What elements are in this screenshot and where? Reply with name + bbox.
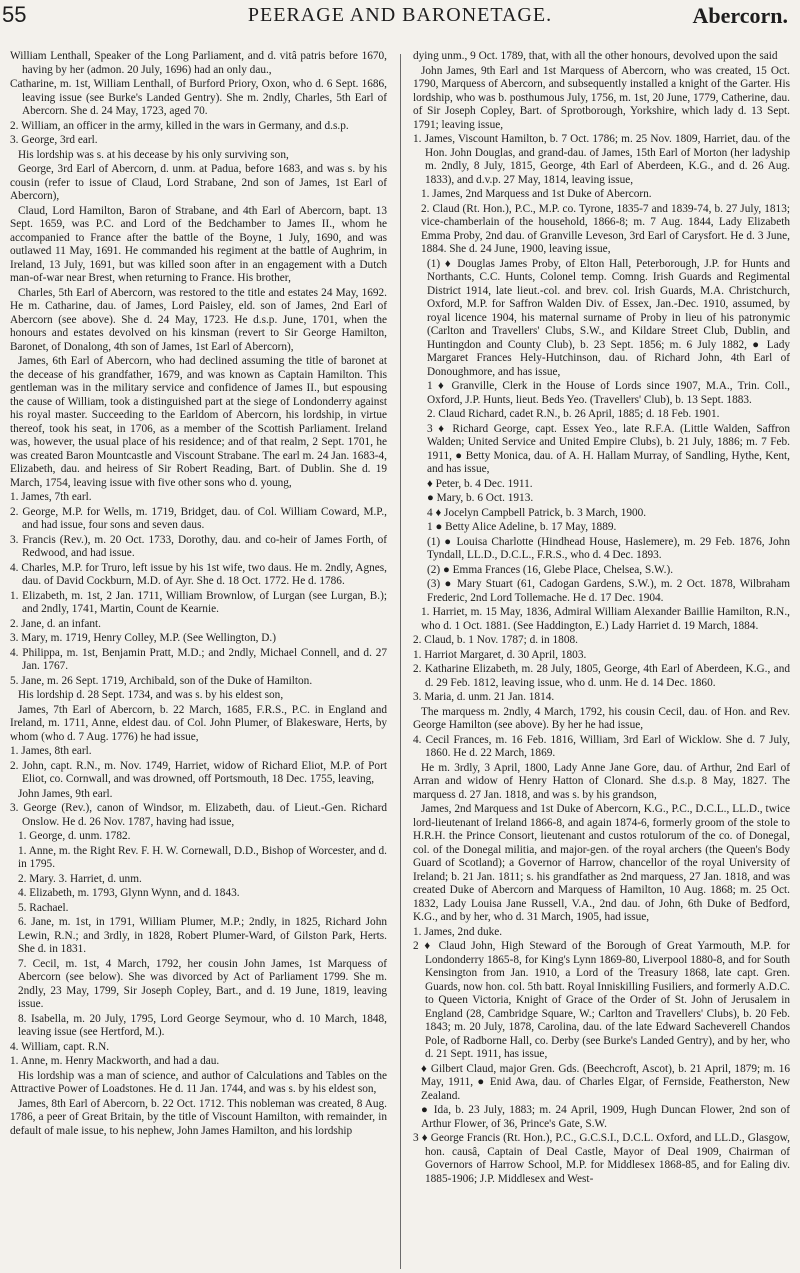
right-column xyxy=(413,50,790,1268)
entry-paragraph: 2. Mary. 3. Harriet, d. unm. xyxy=(18,872,142,885)
entry-paragraph: 5. Rachael. xyxy=(18,901,69,914)
running-title: PEERAGE AND BARONETAGE. xyxy=(247,4,553,26)
entry-paragraph: Claud, Lord Hamilton, Baron of Strabane, and 4th Earl of Abercorn, bapt. 13 Sept. 1659, was P.C. and Lord of the Bedchamber to James II., whom he accompanied to France after the battle of the Boyne, 1 July, 1690, and was outlawed 11 May, 1691. He commanded his regiment at the battle of Aughrim, in Ireland, 13 July, 1691, but was killed soon after in an engagement with a Dutch man-of-war near Brest, when returning to France. His brother, xyxy=(10,204,387,284)
entry-paragraph: His lordship was s. at his decease by his only surviving son, xyxy=(18,148,289,161)
entry-paragraph: William Lenthall, Speaker of the Long Parliament, and d. vitâ patris before 1670, having by her (admon. 20 July, 1696) had an only dau., xyxy=(10,50,387,76)
entry-paragraph: 1. Harriot Margaret, d. 30 April, 1803. xyxy=(413,648,587,661)
entry-paragraph: 1. Elizabeth, m. 1st, 2 Jan. 1711, William Brownlow, of Lurgan (see Lurgan, B.); and 2ndly, 1741, Martin, Count de Kearnie. xyxy=(10,589,387,615)
column-divider xyxy=(400,54,401,1269)
entry-paragraph: 4. Elizabeth, m. 1793, Glynn Wynn, and d. 1843. xyxy=(18,887,240,899)
entry-paragraph: 1. James, Viscount Hamilton, b. 7 Oct. 1786; m. 25 Nov. 1809, Harriet, dau. of the Hon. John Douglas, and grand-dau. of James, 15th Earl of Morton (her ladyship m. 2ndly, 8 July, 1815, George, 4th Earl of Aberdeen, K.G., and d. 26 Aug. 1833), and d.v.p. 27 May, 1814, leaving issue, xyxy=(413,133,790,186)
left-column xyxy=(10,50,387,1268)
entry-paragraph: 2. Claud, b. 1 Nov. 1787; d. in 1808. xyxy=(413,634,578,646)
entry-paragraph: 2. Katharine Elizabeth, m. 28 July, 1805, George, 4th Earl of Aberdeen, K.G., and d. 29 Feb. 1812, leaving issue, who d. unm. He d. 14 Dec. 1860. xyxy=(413,663,790,689)
entry-paragraph: 1. Harriet, m. 15 May, 1836, Admiral William Alexander Baillie Hamilton, R.N., who d. 1 Oct. 1881. (See Haddington, E.) Lady Harriet d. 19 March, 1884. xyxy=(421,606,790,632)
entry-paragraph: 4. William, capt. R.N. xyxy=(10,1040,110,1053)
entry-paragraph: 2. William, an officer in the army, killed in the wars in Germany, and d.s.p. xyxy=(10,119,349,132)
entry-paragraph: 2 ♦ Claud John, High Steward of the Borough of Great Yarmouth, M.P. for Londonderry 1865-8, for King's Lynn 1869-80, Liverpool 1880-8, and for South Kensington from Jan. 1910, a Lord of the Treasury 1868, late capt. Gren. Guards, now hon. col. 5th batt. Royal Inniskilling Fusiliers, and formerly A.D.C. to Queen Victoria, Knight of Grace of the Order of St. John of Jerusalem in England (28, Cambridge Square, W.; Carlton and Travellers' Clubs), b. 20 Feb. 1843; m. 20 July, 1878, Carolina, dau. of the late Edward Sacheverell Chandos Pole, of Radborne Hall, co. Derby (see Burke's Landed Gentry), and by her, who d. 21 Sept. 1911, has issue, xyxy=(413,940,790,1060)
entry-paragraph: 4. Philippa, m. 1st, Benjamin Pratt, M.D.; and 2ndly, Michael Connell, and d. 27 Jan. 1767. xyxy=(10,646,387,672)
entry-paragraph: 2. Jane, d. an infant. xyxy=(10,617,101,630)
entry-paragraph: 3 ♦ George Francis (Rt. Hon.), P.C., G.C.S.I., D.C.L. Oxford, and LL.D., Glasgow, hon. causâ, Captain of Deal Castle, Mayor of Deal 1909, Chairman of Governors of Harrow School, M.P. for Middlesex 1868-85, and for Ealing div. 1885-1906; J.P. Middlesex and West- xyxy=(413,1132,790,1185)
entry-paragraph: James, 7th Earl of Abercorn, b. 22 March, 1685, F.R.S., P.C. in England and Ireland, m. 1711, Anne, eldest dau. of Col. John Plumer, of Blakesware, Herts, by whom (who d. 7 Aug. 1776) he had issue, xyxy=(10,703,387,743)
entry-paragraph: ♦ Peter, b. 4 Dec. 1911. xyxy=(427,477,533,490)
section-name: Abercorn. xyxy=(692,3,788,28)
entry-paragraph: 5. Jane, m. 26 Sept. 1719, Archibald, son of the Duke of Hamilton. xyxy=(10,674,313,687)
entry-paragraph: 1 ● Betty Alice Adeline, b. 17 May, 1889. xyxy=(427,521,617,533)
entry-paragraph: 1. James, 8th earl. xyxy=(10,745,92,757)
entry-paragraph: 4. Cecil Frances, m. 16 Feb. 1816, William, 3rd Earl of Wicklow. She d. 7 July, 1860. He d. 22 March, 1869. xyxy=(413,733,790,759)
entry-paragraph: John James, 9th earl. xyxy=(18,787,113,800)
entry-paragraph: 2. Claud (Rt. Hon.), P.C., M.P. co. Tyrone, 1835-7 and 1839-74, b. 27 July, 1813; vice-chamberlain of the household, 1866-8; m. 7 Aug. 1844, Lady Elizabeth Emma Proby, 2nd dau. of Granville Leveson, 3rd Earl of Carysfort. He d. 3 June, 1884. She d. 24 June, 1900, leaving issue, xyxy=(421,202,790,255)
entry-paragraph: George, 3rd Earl of Abercorn, d. unm. at Padua, before 1683, and was s. by his cousin (refer to issue of Claud, Lord Strabane, 2nd son of James, 1st Earl of Abercorn), xyxy=(10,163,387,202)
entry-paragraph: 1. Anne, m. Henry Mackworth, and had a dau. xyxy=(10,1055,220,1067)
entry-paragraph: (1) ♦ Douglas James Proby, of Elton Hall, Peterborough, J.P. for Hunts and Northants, C.C. Hunts, Colonel temp. Comng. Irish Guards and Regimental District 1914, late lieut.-col. and brev. col. Irish Guards, M.A. Christchurch, Oxford, M.P. for Saffron Walden Div. of Essex, Jan.-Dec. 1910, assumed, by royal licence 1904, his maternal surname of Proby in lieu of his patronymic (Carlton and Travellers' Clubs, S.W., and Kildare Street Club, Dublin, and Huntingdon and County Club), b. 23 Sept. 1856; m. 6 July 1882, ● Lady Margaret Frances Hely-Hutchinson, dau. of Richard John, 4th Earl of Donoughmore, and has issue, xyxy=(427,257,790,378)
entry-paragraph: 3 ♦ Richard George, capt. Essex Yeo., late R.F.A. (Little Walden, Saffron Walden; United Service and United Empire Clubs), b. 21 July, 1886; m. 7 Feb. 1911, ● Betty Monica, dau. of A. H. Hallam Murray, of Sandling, Hythe, Kent, and has issue, xyxy=(427,422,790,475)
entry-paragraph: James, 6th Earl of Abercorn, who had declined assuming the title of baronet at the decease of his grandfather, 1679, and was known as Captain Hamilton. This gentleman was in the military service and confidence of James II., but espousing the cause of William, took a distinguished part at the siege of Londonderry against his royal master. Succeeding to the Earldom of Abercorn, his lordship, in virtue thereof, took his seat, in 1706, as a member of the Scottish Parliament. Ireland was, however, the usual place of his residence; and of that realm, 2 Sept. 1701, he was created Baron Mountcastle and Viscount Strabane. The earl m. 24 Jan. 1683-4, Elizabeth, dau. and heiress of Sir Robert Reading, Bart. of Dublin. She d. 19 March, 1754, leaving issue with five other sons who d. young, xyxy=(10,355,387,489)
page-number: 55 xyxy=(2,2,27,27)
entry-paragraph: ♦ Gilbert Claud, major Gren. Gds. (Beechcroft, Ascot), b. 21 April, 1879; m. 16 May, 1911, ● Enid Awa, dau. of Charles Elgar, of Fernside, Featherston, New Zealand. xyxy=(421,1062,790,1102)
entry-paragraph: 1. Anne, m. the Right Rev. F. H. W. Cornewall, D.D., Bishop of Worcester, and d. in 1795. xyxy=(18,844,387,870)
entry-paragraph: 3. Mary, m. 1719, Henry Colley, M.P. (See Wellington, D.) xyxy=(10,632,277,644)
entry-paragraph: His lordship d. 28 Sept. 1734, and was s. by his eldest son, xyxy=(18,689,284,701)
entry-paragraph: 3. Maria, d. unm. 21 Jan. 1814. xyxy=(413,691,555,703)
entry-paragraph: Charles, 5th Earl of Abercorn, was restored to the title and estates 24 May, 1692. He m. Catharine, dau. of James, Lord Paisley, eld. son of James, 2nd Earl of Abercorn (see above). She d. 24 May, 1723. He d.s.p. June, 1701, when the honours and estates devolved on his kinsman (revert to Sir George Hamilton, Baronet, of Donalong, 4th son of James, 1st Earl of Abercorn), xyxy=(10,286,387,353)
entry-paragraph: John James, 9th Earl and 1st Marquess of Abercorn, who was created, 15 Oct. 1790, Marquess of Abercorn, and subsequently installed a knight of the Garter. His lordship, who was b. posthumous July, 1756, m. 1st, 20 June, 1779, Catherine, dau. of Sir Joseph Copley, Bart. of Sprotborough, Yorkshire, which lady d. 13 Sept. 1791; leaving issue, xyxy=(413,64,790,131)
entry-paragraph: 3. George (Rev.), canon of Windsor, m. Elizabeth, dau. of Lieut.-Gen. Richard Onslow. He d. 26 Nov. 1787, having had issue, xyxy=(10,802,387,828)
entry-paragraph: He m. 3rdly, 3 April, 1800, Lady Anne Jane Gore, dau. of Arthur, 2nd Earl of Arran and widow of Henry Hatton of Clonard. She d.s.p. 8 May, 1827. The marquess d. 27 Jan. 1818, and was s. by his grandson, xyxy=(413,761,790,801)
entry-paragraph: 1. George, d. unm. 1782. xyxy=(18,830,131,842)
entry-paragraph: 3. George, 3rd earl. xyxy=(10,134,98,146)
entry-paragraph: ● Ida, b. 23 July, 1883; m. 24 April, 1909, Hugh Duncan Flower, 2nd son of Arthur Flower, of 36, Prince's Gate, S.W. xyxy=(421,1104,790,1130)
entry-paragraph: dying unm., 9 Oct. 1789, that, with all the other honours, devolved upon the said xyxy=(413,50,778,62)
entry-paragraph: James, 8th Earl of Abercorn, b. 22 Oct. 1712. This nobleman was created, 8 Aug. 1786, a peer of Great Britain, by the title of Viscount Hamilton, with remainder, in default of male issue, to his nephew, John James Hamilton, and his lordship xyxy=(10,1097,387,1137)
entry-paragraph: 1. James, 7th earl. xyxy=(10,491,92,503)
entry-paragraph: 4. Charles, M.P. for Truro, left issue by his 1st wife, two daus. He m. 2ndly, Agnes, dau. of David Cockburn, M.D. of Ayr. She d. 18 Oct. 1772. He d. 1786. xyxy=(10,561,387,587)
entry-paragraph: ● Mary, b. 6 Oct. 1913. xyxy=(427,492,534,504)
entry-paragraph: James, 2nd Marquess and 1st Duke of Abercorn, K.G., P.C., D.C.L., LL.D., twice lord-lieutenant of Ireland 1866-8, and again 1874-6, formerly groom of the stole to H.R.H. the Prince Consort, lieutenant and custos rotulorum of the co. of Donegal, col. of the Donegal militia, and major-gen. of the royal archers (the Queen's Body Guard of Scotland); a Governor of Harrow, chancellor of the royal University of Ireland; b. 21 Jan. 1811; s. his grandfather as 2nd marquess, 27 Jan. 1818, and was created Duke of Abercorn and Marquess of Hamilton, 10 Aug. 1868; m. 25 Oct. 1832, Lady Louisa Jane Russell, V.A., 2nd dau. of John, 6th Duke of Bedford, K.G., and by her, who d. 31 March, 1905, had issue, xyxy=(413,803,790,923)
entry-paragraph: Catharine, m. 1st, William Lenthall, of Burford Priory, Oxon, who d. 6 Sept. 1686, leaving issue (see Burke's Landed Gentry). She m. 2ndly, Charles, 5th Earl of Abercorn. She d. 24 May, 1723, aged 70. xyxy=(10,78,387,117)
entry-paragraph: (2) ● Emma Frances (16, Glebe Place, Chelsea, S.W.). xyxy=(427,563,674,576)
entry-paragraph: (1) ● Louisa Charlotte (Hindhead House, Haslemere), m. 29 Feb. 1876, John Tyndall, LL.D., D.C.L., F.R.S., who d. 4 Dec. 1893. xyxy=(427,535,790,561)
entry-paragraph: 2. George, M.P. for Wells, m. 1719, Bridget, dau. of Col. William Coward, M.P., and had issue, four sons and seven daus. xyxy=(10,505,387,531)
entry-paragraph: 1. James, 2nd duke. xyxy=(413,925,503,938)
entry-paragraph: 8. Isabella, m. 20 July, 1795, Lord George Seymour, who d. 10 March, 1848, leaving issue (see Hertford, M.). xyxy=(18,1012,387,1038)
entry-paragraph: His lordship was a man of science, and author of Calculations and Tables on the Attractive Power of Loadstones. He d. 11 Jan. 1744, and was s. by his eldest son, xyxy=(10,1069,387,1095)
entry-paragraph: 2. John, capt. R.N., m. Nov. 1749, Harriet, widow of Richard Eliot, M.P. of Port Eliot, co. Cornwall, and was drowned, off Portsmouth, 18 Dec. 1755, leaving, xyxy=(10,759,387,785)
entry-paragraph: 4 ♦ Jocelyn Campbell Patrick, b. 3 March, 1900. xyxy=(427,506,647,519)
entry-paragraph: 6. Jane, m. 1st, in 1791, William Plumer, M.P.; 2ndly, in 1825, Richard John Lewin, R.N.; and 3rdly, in 1828, Robert Plumer-Ward, of Gilston Park, Herts. She d. in 1831. xyxy=(18,916,387,955)
entry-paragraph: The marquess m. 2ndly, 4 March, 1792, his cousin Cecil, dau. of Hon. and Rev. George Hamilton (see above). By her he had issue, xyxy=(413,705,790,731)
entry-paragraph: 7. Cecil, m. 1st, 4 March, 1792, her cousin John James, 1st Marquess of Abercorn (see below). She was divorced by Act of Parliament 1799. She m. 2ndly, 23 May, 1799, Sir Joseph Copley, Bart., and d. 19 June, 1819, leaving issue. xyxy=(18,957,387,1010)
entry-paragraph: 1. James, 2nd Marquess and 1st Duke of Abercorn. xyxy=(421,188,652,200)
entry-paragraph: (3) ● Mary Stuart (61, Cadogan Gardens, S.W.), m. 2 Oct. 1878, Wilbraham Frederic, 2nd Lord Tollemache. He d. 17 Dec. 1904. xyxy=(427,578,790,604)
entry-paragraph: 3. Francis (Rev.), m. 20 Oct. 1733, Dorothy, dau. and co-heir of James Forth, of Redwood, and had issue. xyxy=(10,533,387,559)
entry-paragraph: 2. Claud Richard, cadet R.N., b. 26 April, 1885; d. 18 Feb. 1901. xyxy=(427,408,720,420)
page-header xyxy=(0,0,800,48)
entry-paragraph: 1 ♦ Granville, Clerk in the House of Lords since 1907, M.A., Trin. Coll., Oxford, J.P. Hunts, lieut. Beds Yeo. (Travellers' Club), b. 13 Sept. 1883. xyxy=(427,380,790,406)
